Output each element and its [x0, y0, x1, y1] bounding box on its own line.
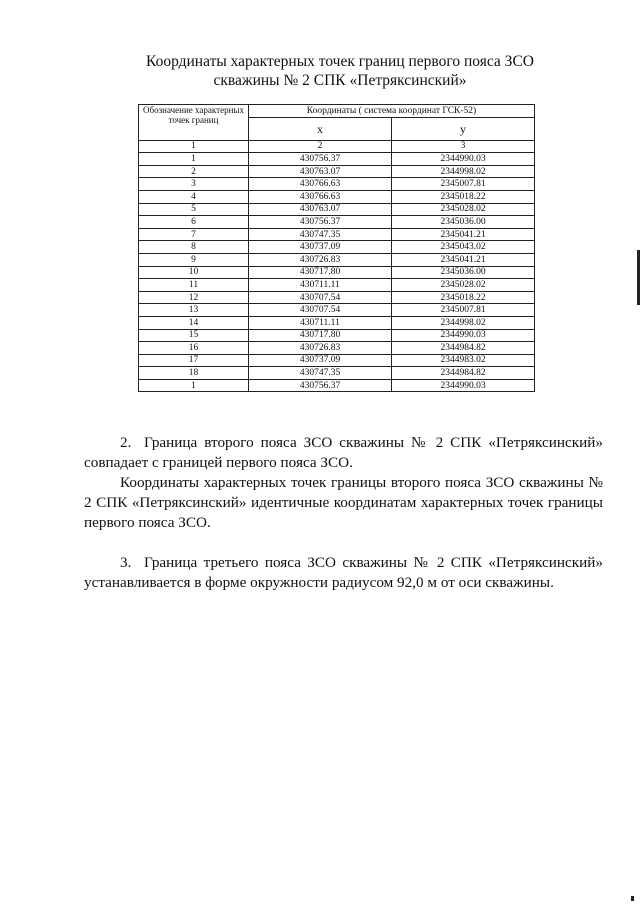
title-line-1: Координаты характерных точек границ первого пояса ЗСО — [146, 53, 534, 70]
x-cell: 430766.63 — [249, 178, 392, 191]
table-row — [139, 165, 535, 178]
x-cell: 430711.11 — [249, 316, 392, 329]
y-cell: 2345007.81 — [392, 178, 535, 191]
x-cell: 430717.80 — [249, 266, 392, 279]
scan-corner-mark — [631, 896, 634, 901]
x-cell: 430763.07 — [249, 165, 392, 178]
y-cell: 2344998.02 — [392, 165, 535, 178]
y-cell: 2344990.03 — [392, 153, 535, 166]
y-cell: 2344984.82 — [392, 367, 535, 380]
point-cell: 18 — [139, 367, 249, 380]
header-y: y — [392, 117, 535, 140]
y-cell: 2344983.02 — [392, 354, 535, 367]
point-cell: 7 — [139, 228, 249, 241]
point-cell: 9 — [139, 253, 249, 266]
header-point-designation: Обозначение характерных точек границ — [139, 105, 249, 141]
header-coordinates: Координаты ( система координат ГСК-52) — [249, 105, 535, 118]
point-cell: 13 — [139, 304, 249, 317]
table-row — [139, 354, 535, 367]
y-cell: 2345041.21 — [392, 253, 535, 266]
x-cell: 430717.80 — [249, 329, 392, 342]
table-row — [139, 178, 535, 191]
x-cell: 430747.35 — [249, 367, 392, 380]
point-cell: 10 — [139, 266, 249, 279]
x-cell: 430707.54 — [249, 304, 392, 317]
x-cell: 430763.07 — [249, 203, 392, 216]
point-cell: 6 — [139, 216, 249, 229]
paragraph-2-continuation — [84, 473, 603, 533]
column-number-1: 1 — [139, 140, 249, 153]
point-cell: 5 — [139, 203, 249, 216]
table-row — [139, 304, 535, 317]
title-line-2: скважины № 2 СПК «Петряксинский» — [213, 72, 467, 89]
y-cell: 2345018.22 — [392, 291, 535, 304]
table-row — [139, 342, 535, 355]
paragraph-2-number: 2. — [120, 434, 132, 451]
y-cell: 2345036.00 — [392, 216, 535, 229]
table-row — [139, 367, 535, 380]
point-cell: 14 — [139, 316, 249, 329]
paragraph-3-text: Граница третьего пояса ЗСО скважины № 2 СПК «Петряксинский» устанавливается в форме окружности радиусом 92,0 м от оси скважины. — [84, 554, 603, 591]
point-cell: 15 — [139, 329, 249, 342]
x-cell: 430711.11 — [249, 279, 392, 292]
column-number-2: 2 — [249, 140, 392, 153]
paragraph-3-number: 3. — [120, 554, 132, 571]
x-cell: 430737.09 — [249, 241, 392, 254]
table-body — [139, 153, 535, 392]
point-cell: 12 — [139, 291, 249, 304]
x-cell: 430726.83 — [249, 253, 392, 266]
header-x: x — [249, 117, 392, 140]
table-row — [139, 379, 535, 392]
y-cell: 2344998.02 — [392, 316, 535, 329]
y-cell: 2345018.22 — [392, 190, 535, 203]
y-cell: 2344990.03 — [392, 379, 535, 392]
y-cell: 2345036.00 — [392, 266, 535, 279]
y-cell: 2345028.02 — [392, 279, 535, 292]
point-cell: 8 — [139, 241, 249, 254]
y-cell: 2345041.21 — [392, 228, 535, 241]
table-row — [139, 266, 535, 279]
y-cell: 2345007.81 — [392, 304, 535, 317]
document-title — [60, 52, 620, 90]
table-row — [139, 241, 535, 254]
table-row — [139, 279, 535, 292]
point-cell: 11 — [139, 279, 249, 292]
point-cell: 2 — [139, 165, 249, 178]
x-cell: 430766.63 — [249, 190, 392, 203]
x-cell: 430756.37 — [249, 216, 392, 229]
x-cell: 430756.37 — [249, 153, 392, 166]
x-cell: 430726.83 — [249, 342, 392, 355]
paragraph-2 — [84, 433, 603, 473]
point-cell: 1 — [139, 379, 249, 392]
y-cell: 2344984.82 — [392, 342, 535, 355]
coordinates-table — [138, 104, 535, 392]
table-row — [139, 203, 535, 216]
column-number-3: 3 — [392, 140, 535, 153]
point-cell: 17 — [139, 354, 249, 367]
paragraph-2-text: Граница второго пояса ЗСО скважины № 2 СПК «Петряксинский» совпадает с границей первого пояса ЗСО. — [84, 434, 603, 471]
x-cell: 430707.54 — [249, 291, 392, 304]
table-row — [139, 216, 535, 229]
x-cell: 430737.09 — [249, 354, 392, 367]
x-cell: 430747.35 — [249, 228, 392, 241]
y-cell: 2345043.02 — [392, 241, 535, 254]
table-row — [139, 190, 535, 203]
table-row — [139, 291, 535, 304]
y-cell: 2345028.02 — [392, 203, 535, 216]
table-row — [139, 316, 535, 329]
point-cell: 1 — [139, 153, 249, 166]
y-cell: 2344990.03 — [392, 329, 535, 342]
paragraph-2b-text: Координаты характерных точек границы второго пояса ЗСО скважины № 2 СПК «Петряксинский» идентичные координатам характерных точек границы первого пояса ЗСО. — [84, 474, 603, 531]
table-row — [139, 329, 535, 342]
point-cell: 4 — [139, 190, 249, 203]
table-row — [139, 253, 535, 266]
point-cell: 3 — [139, 178, 249, 191]
table-row — [139, 153, 535, 166]
table-row — [139, 228, 535, 241]
point-cell: 16 — [139, 342, 249, 355]
x-cell: 430756.37 — [249, 379, 392, 392]
paragraph-3 — [84, 553, 603, 593]
